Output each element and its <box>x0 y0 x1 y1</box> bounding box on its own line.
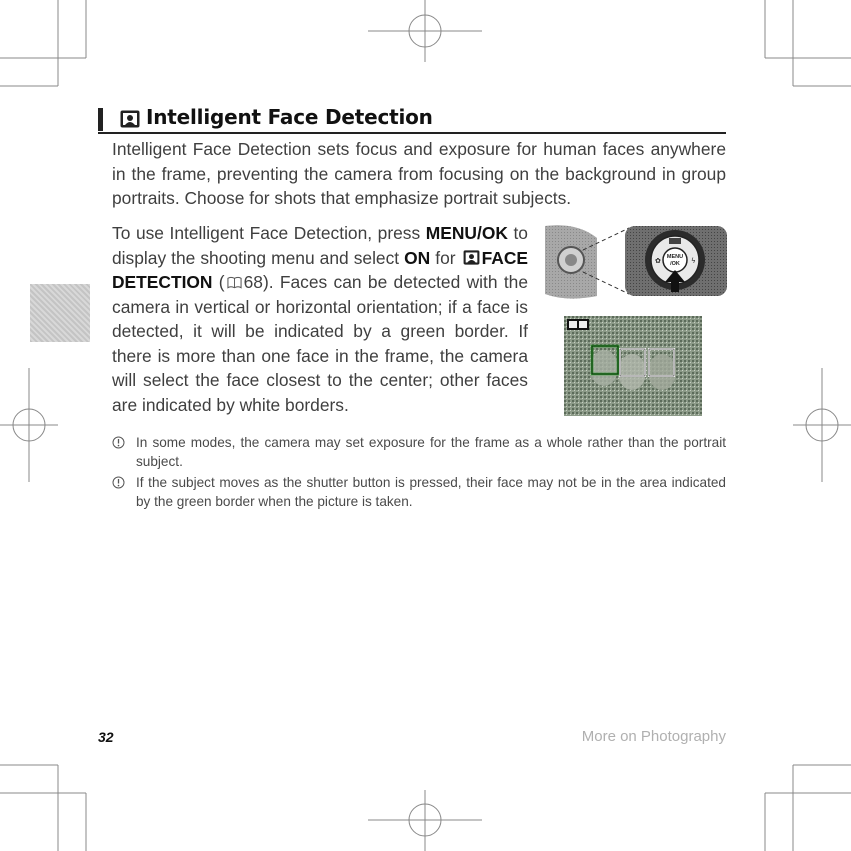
body-text: ( <box>212 272 225 292</box>
section-name: More on Photography <box>581 728 726 745</box>
note-text: In some modes, the camera may set exposure for the frame as a whole rather than the portrait subject. <box>136 435 726 469</box>
note-text: If the subject moves as the shutter button is pressed, their face may not be in the area indicated by the green border when the picture is taken. <box>136 475 726 509</box>
face-detection-icon <box>120 110 140 128</box>
book-reference-icon <box>227 276 242 289</box>
body-text: ). Faces can be detected with the camera in vertical or horizontal orientation; if a face is detected, it will be indicated by a green border. If there is more than one face in the frame, the camera will select the face closest to the center; other faces are indicated by white borders. <box>112 272 528 415</box>
intro-paragraph: Intelligent Face Detection sets focus and exposure for human faces anywhere in the frame, preventing the camera from focusing on the background in group portraits. Choose for shots that emphasize portrait subjects. <box>112 139 726 208</box>
caution-icon <box>112 476 125 489</box>
camera-button-illustration <box>537 220 729 302</box>
body-text: for <box>430 247 461 268</box>
svg-text:ϟ: ϟ <box>691 257 696 265</box>
note-item <box>112 473 726 511</box>
face-detection-photo-illustration <box>564 316 702 416</box>
chapter-side-tab <box>30 284 90 342</box>
section-heading <box>98 104 726 134</box>
svg-text:✿: ✿ <box>655 257 661 265</box>
page-number: 32 <box>98 729 114 745</box>
menu-ok-term: MENU/OK <box>425 223 508 243</box>
on-term: ON <box>404 247 431 268</box>
caution-icon <box>112 436 125 449</box>
body-text: To use Intelligent Face Detection, press <box>112 223 426 243</box>
ok-button-label: /OK <box>670 261 680 267</box>
face-detection-icon <box>463 250 480 265</box>
note-item <box>112 433 726 471</box>
body-text: to display the shooting menu and select <box>112 223 528 268</box>
page-title: Intelligent Face Detection <box>146 105 433 129</box>
notes-list <box>112 433 726 513</box>
heading-bar <box>98 108 103 131</box>
page-reference: 68 <box>243 272 263 292</box>
face-detection-term: FACE DETECTION <box>112 247 528 292</box>
menu-button-label: MENU <box>666 254 684 260</box>
body-paragraph <box>112 221 528 417</box>
